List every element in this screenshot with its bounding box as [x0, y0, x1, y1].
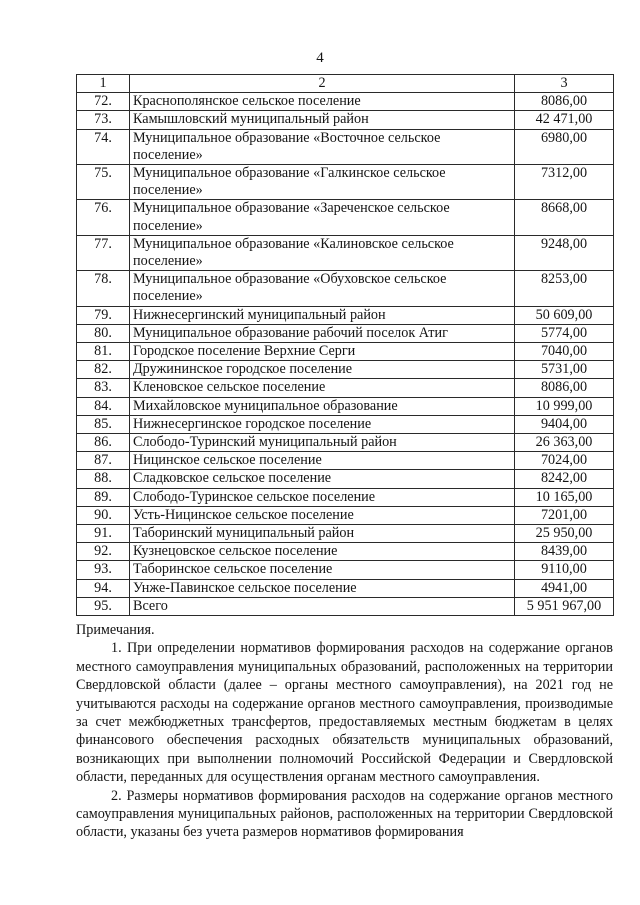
row-name: Таборинский муниципальный район — [130, 525, 515, 543]
row-name: Краснополянское сельское поселение — [130, 93, 515, 111]
row-number: 73. — [77, 111, 130, 129]
table-row — [77, 506, 614, 524]
row-name: Муниципальное образование «Восточное сельское поселение» — [130, 129, 515, 164]
row-name: Муниципальное образование «Галкинское сельское поселение» — [130, 165, 515, 200]
row-name: Муниципальное образование «Калиновское сельское поселение» — [130, 235, 515, 270]
table-row — [77, 379, 614, 397]
row-number: 93. — [77, 561, 130, 579]
row-number: 92. — [77, 543, 130, 561]
row-number: 76. — [77, 200, 130, 235]
table-row — [77, 235, 614, 270]
row-name: Михайловское муниципальное образование — [130, 397, 515, 415]
row-number: 78. — [77, 271, 130, 306]
row-name: Муниципальное образование рабочий поселок Атиг — [130, 324, 515, 342]
notes-section — [76, 621, 613, 842]
table-row — [77, 306, 614, 324]
column-header-name: 2 — [130, 75, 515, 93]
row-number: 80. — [77, 324, 130, 342]
note-paragraph-2: 2. Размеры нормативов формирования расходов на содержание органов местного самоуправления муниципальных районов, расположенных на территории Свердловской области, указаны без учета размеров нормативов формирования — [76, 787, 613, 841]
table-row — [77, 129, 614, 164]
row-number: 83. — [77, 379, 130, 397]
row-name: Муниципальное образование «Зареченское сельское поселение» — [130, 200, 515, 235]
table-header-row — [77, 75, 614, 93]
row-name: Слободо-Туринское сельское поселение — [130, 488, 515, 506]
table-row — [77, 561, 614, 579]
table-row — [77, 543, 614, 561]
table-row — [77, 397, 614, 415]
row-value: 8253,00 — [515, 271, 614, 306]
row-number: 85. — [77, 415, 130, 433]
row-value: 26 363,00 — [515, 434, 614, 452]
table-row — [77, 165, 614, 200]
row-number: 72. — [77, 93, 130, 111]
row-number: 87. — [77, 452, 130, 470]
row-number: 94. — [77, 579, 130, 597]
notes-heading: Примечания. — [76, 622, 155, 638]
row-name: Всего — [130, 597, 515, 615]
row-number: 90. — [77, 506, 130, 524]
row-name: Ницинское сельское поселение — [130, 452, 515, 470]
row-value: 7040,00 — [515, 343, 614, 361]
row-name: Кленовское сельское поселение — [130, 379, 515, 397]
row-value: 5731,00 — [515, 361, 614, 379]
row-value: 8086,00 — [515, 93, 614, 111]
row-value: 7201,00 — [515, 506, 614, 524]
row-value: 10 165,00 — [515, 488, 614, 506]
row-value: 9404,00 — [515, 415, 614, 433]
row-name: Унже-Павинское сельское поселение — [130, 579, 515, 597]
row-number: 74. — [77, 129, 130, 164]
table-row — [77, 470, 614, 488]
table-row — [77, 452, 614, 470]
row-name: Таборинское сельское поселение — [130, 561, 515, 579]
row-name: Дружининское городское поселение — [130, 361, 515, 379]
row-name: Нижнесергинское городское поселение — [130, 415, 515, 433]
column-header-number: 1 — [77, 75, 130, 93]
row-number: 95. — [77, 597, 130, 615]
row-name: Городское поселение Верхние Серги — [130, 343, 515, 361]
row-value: 9248,00 — [515, 235, 614, 270]
table-row — [77, 111, 614, 129]
row-value: 8086,00 — [515, 379, 614, 397]
row-value: 5774,00 — [515, 324, 614, 342]
table-row — [77, 361, 614, 379]
row-name: Слободо-Туринский муниципальный район — [130, 434, 515, 452]
row-number: 79. — [77, 306, 130, 324]
row-value: 8242,00 — [515, 470, 614, 488]
row-value: 8668,00 — [515, 200, 614, 235]
row-value: 25 950,00 — [515, 525, 614, 543]
row-number: 88. — [77, 470, 130, 488]
row-name: Муниципальное образование «Обуховское сельское поселение» — [130, 271, 515, 306]
row-number: 84. — [77, 397, 130, 415]
table-total-row — [77, 597, 614, 615]
table-row — [77, 93, 614, 111]
table-row — [77, 488, 614, 506]
row-value: 5 951 967,00 — [515, 597, 614, 615]
row-number: 86. — [77, 434, 130, 452]
row-value: 10 999,00 — [515, 397, 614, 415]
row-name: Усть-Ницинское сельское поселение — [130, 506, 515, 524]
row-value: 4941,00 — [515, 579, 614, 597]
table-row — [77, 343, 614, 361]
row-number: 89. — [77, 488, 130, 506]
row-value: 9110,00 — [515, 561, 614, 579]
table-row — [77, 324, 614, 342]
row-number: 81. — [77, 343, 130, 361]
row-name: Камышловский муниципальный район — [130, 111, 515, 129]
row-number: 91. — [77, 525, 130, 543]
row-number: 82. — [77, 361, 130, 379]
row-name: Кузнецовское сельское поселение — [130, 543, 515, 561]
row-value: 7024,00 — [515, 452, 614, 470]
table-row — [77, 579, 614, 597]
table-row — [77, 415, 614, 433]
table-row — [77, 271, 614, 306]
table-row — [77, 200, 614, 235]
row-number: 77. — [77, 235, 130, 270]
table-row — [77, 525, 614, 543]
row-number: 75. — [77, 165, 130, 200]
row-name: Нижнесергинский муниципальный район — [130, 306, 515, 324]
column-header-value: 3 — [515, 75, 614, 93]
allocations-table — [76, 74, 614, 616]
row-value: 6980,00 — [515, 129, 614, 164]
note-paragraph-1: 1. При определении нормативов формирования расходов на содержание органов местного самоуправления муниципальных образований, расположенных на территории Свердловской области (далее – органы местного самоуправления), на 2021 год не учитываются расходы на содержание органов местного самоуправления, производимые за счет межбюджетных трансфертов, предоставляемых местным бюджетам в целях финансового обеспечения расходных обязательств муниципальных образований, возникающих при выполнении полномочий Российской Федерации и Свердловской области, переданных для осуществления органам местного самоуправления. — [76, 640, 613, 786]
row-value: 7312,00 — [515, 165, 614, 200]
row-name: Сладковское сельское поселение — [130, 470, 515, 488]
row-value: 8439,00 — [515, 543, 614, 561]
table-row — [77, 434, 614, 452]
page-number: 4 — [316, 50, 324, 66]
row-value: 50 609,00 — [515, 306, 614, 324]
row-value: 42 471,00 — [515, 111, 614, 129]
